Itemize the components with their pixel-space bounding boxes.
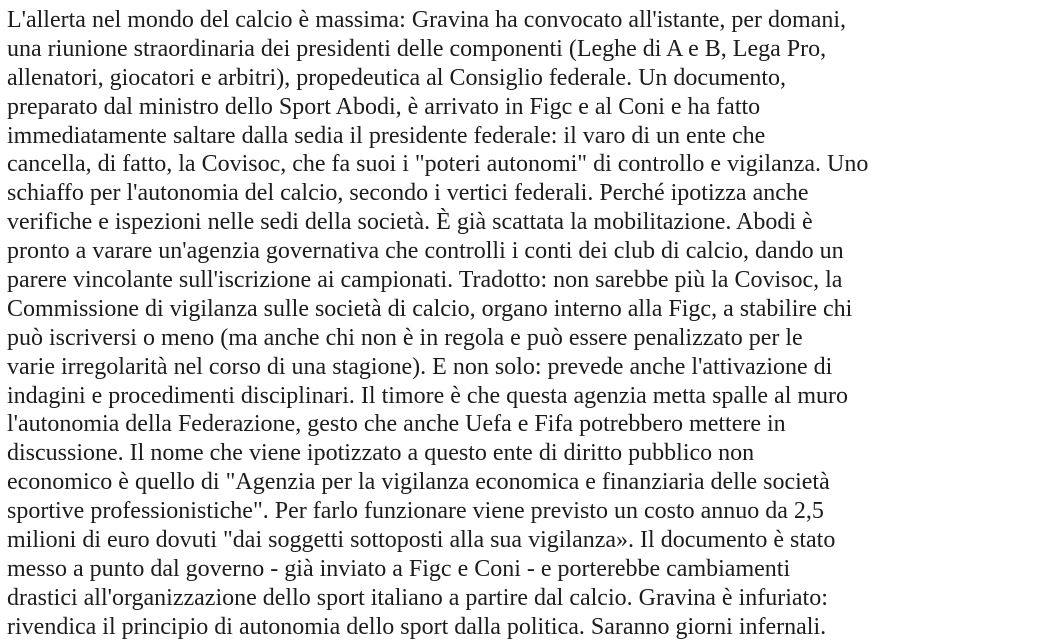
article-text [7,6,1043,642]
text-line: messo a punto dal governo - già inviato a Figc e Coni - e porterebbe cambiamenti [7,555,791,582]
text-line: milioni di euro dovuti "dai soggetti sottoposti alla sua vigilanza». Il documento è stato [7,527,836,554]
text-line: può iscriversi o meno (ma anche chi non è in regola e può essere penalizzato per le [7,324,803,351]
text-line: preparato dal ministro dello Sport Abodi, è arrivato in Figc e al Coni e ha fatto [7,93,761,120]
text-line: discussione. Il nome che viene ipotizzato a questo ente di diritto pubblico non [7,440,755,467]
text-line: Commissione di vigilanza sulle società di calcio, organo interno alla Figc, a stabilire chi [7,295,853,322]
text-line: L'allerta nel mondo del calcio è massima: Gravina ha convocato all'istante, per domani, [7,7,847,33]
text-line: rivendica il principio di autonomia dello sport dalla politica. Saranno giorni infernali. [7,613,827,640]
text-line: allenatori, giocatori e arbitri), propedeutica al Consiglio federale. Un documento, [7,64,787,91]
text-line: verifiche e ispezioni nelle sedi della società. È già scattata la mobilitazione. Abodi è [7,209,813,236]
text-line: varie irregolarità nel corso di una stagione). E non solo: prevede anche l'attivazione di [7,353,833,380]
text-line: sportive professionistiche". Per farlo funzionare viene previsto un costo annuo da 2,5 [7,498,824,525]
text-line: parere vincolante sull'iscrizione ai campionati. Tradotto: non sarebbe più la Covisoc, la [7,267,843,294]
text-line: immediatamente saltare dalla sedia il presidente federale: il varo di un ente che [7,122,766,149]
text-line: pronto a varare un'agenzia governativa che controlli i conti dei club di calcio, dando un [7,238,844,265]
text-line: economico è quello di "Agenzia per la vigilanza economica e finanziaria delle società [7,469,830,496]
text-line: una riunione straordinaria dei presidenti delle componenti (Leghe di A e B, Lega Pro, [7,35,827,62]
text-line: l'autonomia della Federazione, gesto che anche Uefa e Fifa potrebbero mettere in [7,411,786,438]
text-line: schiaffo per l'autonomia del calcio, secondo i vertici federali. Perché ipotizza anche [7,180,809,207]
text-line: drastici all'organizzazione dello sport italiano a partire dal calcio. Gravina è infuriato: [7,584,828,611]
text-line: cancella, di fatto, la Covisoc, che fa suoi i "poteri autonomi" di controllo e vigilanza. Uno [7,151,869,178]
text-line: indagini e procedimenti disciplinari. Il timore è che questa agenzia metta spalle al muro [7,382,849,409]
